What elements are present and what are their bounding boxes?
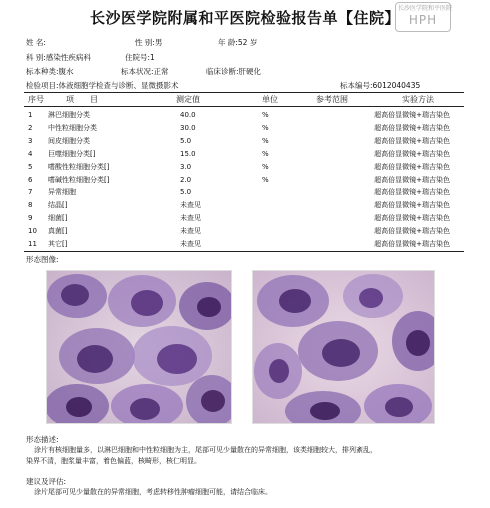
header-item: 项 目: [66, 95, 98, 104]
clinical-diagnosis: 临床诊断:肝硬化: [206, 67, 262, 76]
specimen-number: 标本编号:6012040435: [340, 81, 421, 90]
row-value: 5.0: [180, 188, 192, 197]
row-value: 40.0: [180, 111, 196, 119]
row-number: 2: [28, 123, 33, 132]
row-value: 3.0: [180, 162, 192, 171]
specimen-type: 标本种类:腹水: [26, 67, 74, 76]
header-reference: 参考范围: [316, 95, 348, 104]
table-top-rule: [24, 92, 464, 93]
row-item: 结晶[]: [48, 201, 68, 210]
table-row: [24, 110, 464, 121]
specimen-status: 标本状况:正常: [121, 67, 169, 76]
row-value: 未查见: [180, 227, 201, 236]
row-method: 超高倍显微镜+瑞吉染色: [374, 162, 450, 171]
header-method: 实验方法: [402, 95, 434, 104]
row-number: 4: [28, 149, 33, 158]
micrograph-right: [252, 270, 435, 424]
images-label: 形态图像:: [26, 255, 59, 264]
table-row: [24, 162, 464, 173]
row-value: 15.0: [180, 149, 196, 158]
row-unit: %: [262, 149, 269, 158]
row-method: 超高倍显微镜+瑞吉染色: [374, 240, 450, 248]
row-item: 真菌[]: [48, 227, 68, 236]
patient-inpatient-no: 住院号:1: [125, 53, 155, 62]
patient-department: 科 别:感染性疾病科: [26, 53, 91, 62]
description-line-2: 染界不清，胞浆量丰富，着色偏蓝，核畸形，核仁明显。: [26, 457, 201, 465]
table-row: [24, 136, 464, 147]
row-method: 超高倍显微镜+瑞吉染色: [374, 111, 450, 119]
row-value: 5.0: [180, 136, 192, 145]
row-number: 9: [28, 214, 33, 223]
micrograph-left-image: [47, 271, 232, 424]
table-header-rule: [24, 106, 464, 107]
micrograph-left: [46, 270, 232, 424]
row-value: 未查见: [180, 214, 201, 223]
row-unit: %: [262, 162, 269, 171]
row-number: 8: [28, 201, 33, 210]
table-row: [24, 187, 464, 198]
row-number: 11: [28, 240, 37, 248]
table-bottom-rule: [24, 251, 464, 252]
header-no: 序号: [28, 95, 44, 104]
suggestion-label: 建议及评估:: [26, 477, 67, 486]
report-title: 长沙医学院附属和平医院检验报告单【住院】: [89, 9, 400, 27]
patient-age: 年 龄:52 岁: [218, 38, 258, 47]
row-item: 细菌[]: [48, 214, 68, 223]
row-method: 超高倍显微镜+瑞吉染色: [374, 214, 450, 223]
row-unit: %: [262, 123, 269, 132]
description-label: 形态描述:: [26, 435, 59, 444]
hospital-logo-stamp: 长沙医学院和平医院 HPH: [395, 2, 451, 32]
patient-name-label: 姓 名:: [26, 38, 46, 47]
description-line-1: 涂片有核细胞量多，以淋巴细胞和中性粒细胞为主，尾部可见少量散在的异常细胞，该类细胞较大，排列紊乱，: [34, 446, 377, 454]
row-value: 未查见: [180, 240, 201, 248]
row-method: 超高倍显微镜+瑞吉染色: [374, 149, 450, 158]
table-row: [24, 175, 464, 186]
micrograph-right-image: [253, 271, 435, 424]
row-item: 中性粒细胞分类: [48, 123, 97, 132]
row-unit: %: [262, 175, 269, 184]
table-row: [24, 149, 464, 160]
row-method: 超高倍显微镜+瑞吉染色: [374, 175, 450, 184]
row-method: 超高倍显微镜+瑞吉染色: [374, 188, 450, 197]
suggestion-text: 涂片尾部可见少量散在的异常细胞，考虑转移性肿瘤细胞可能，请结合临床。: [34, 488, 272, 496]
row-number: 1: [28, 111, 33, 119]
row-number: 6: [28, 175, 33, 184]
table-row: [24, 213, 464, 224]
header-value: 测定值: [176, 95, 200, 104]
row-method: 超高倍显微镜+瑞吉染色: [374, 201, 450, 210]
row-method: 超高倍显微镜+瑞吉染色: [374, 123, 450, 132]
row-unit: %: [262, 111, 269, 119]
table-row: [24, 200, 464, 211]
row-item: 间皮细胞分类: [48, 136, 90, 145]
row-item: 异常细胞: [48, 188, 76, 197]
header-unit: 单位: [262, 95, 278, 104]
row-value: 30.0: [180, 123, 196, 132]
row-value: 2.0: [180, 175, 192, 184]
row-item: 巨噬细胞分类[]: [48, 149, 96, 158]
row-item: 嗜酸性粒细胞分类[]: [48, 162, 110, 171]
table-header: [24, 94, 464, 105]
row-value: 未查见: [180, 201, 201, 210]
table-row: [24, 239, 464, 250]
patient-gender: 性 别:男: [135, 38, 163, 47]
test-item: 检验项目:体液细胞学检查与诊断、显微摄影术: [26, 81, 179, 90]
row-unit: %: [262, 136, 269, 145]
row-item: 嗜碱性粒细胞分类[]: [48, 175, 110, 184]
row-number: 10: [28, 227, 37, 236]
row-number: 7: [28, 188, 33, 197]
row-item: 其它[]: [48, 240, 68, 248]
table-row: [24, 123, 464, 134]
row-method: 超高倍显微镜+瑞吉染色: [374, 227, 450, 236]
row-number: 3: [28, 136, 33, 145]
row-number: 5: [28, 162, 33, 171]
table-row: [24, 226, 464, 237]
row-item: 淋巴细胞分类: [48, 111, 90, 119]
row-method: 超高倍显微镜+瑞吉染色: [374, 136, 450, 145]
